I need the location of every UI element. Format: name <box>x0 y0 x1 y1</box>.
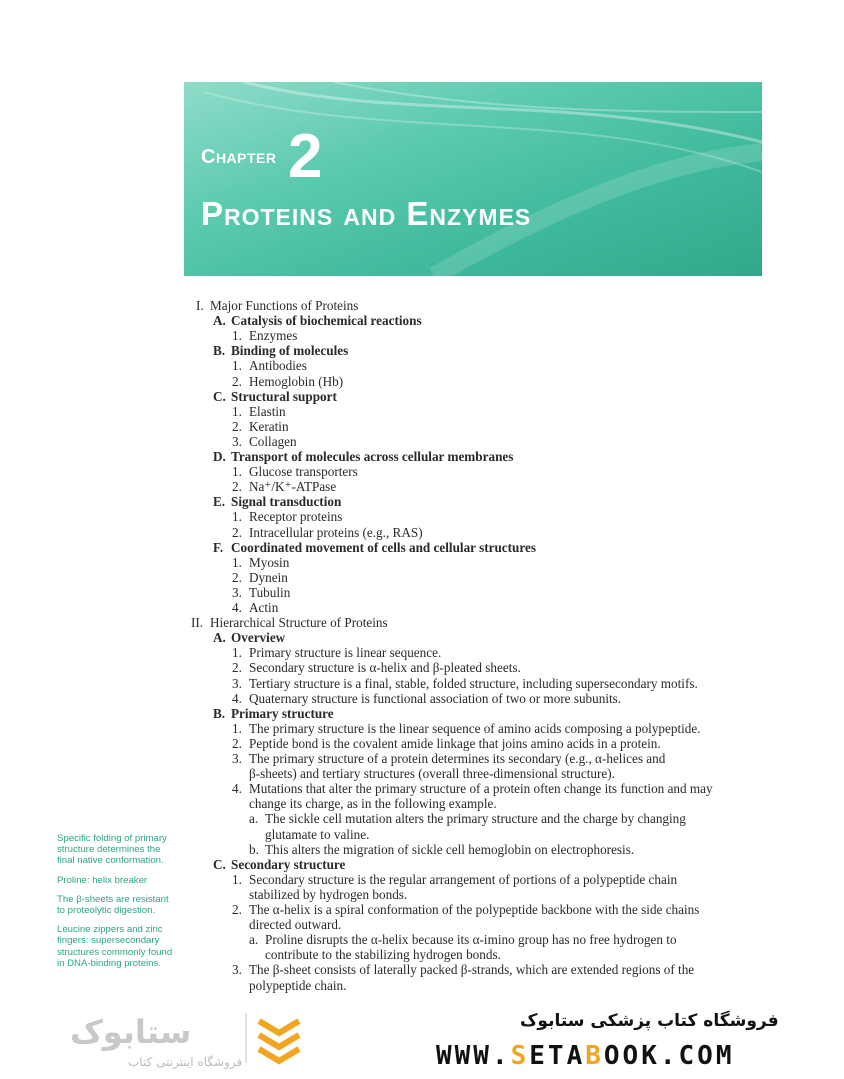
outline-marker: 1. <box>232 328 242 344</box>
outline-text: Secondary structure is α-helix and β-pleated sheets. <box>249 660 521 676</box>
outline-line <box>232 962 694 977</box>
outline-text: The α-helix is a spiral conformation of the polypeptide backbone with the side chains <box>249 902 700 917</box>
outline-text: Hierarchical Structure of Proteins <box>210 615 388 631</box>
outline-text: The sickle cell mutation alters the primary structure and the charge by changing <box>265 811 686 827</box>
outline-line <box>232 419 289 434</box>
outline-line <box>213 389 337 404</box>
outline-line <box>232 328 297 343</box>
outline-text: Secondary structure <box>231 856 346 872</box>
outline-text: Binding of molecules <box>231 343 349 359</box>
outline-line <box>232 404 286 419</box>
outline-text: Structural support <box>231 388 337 404</box>
outline-marker: D. <box>213 449 226 464</box>
outline-marker: 1. <box>232 403 242 419</box>
outline-text: Antibodies <box>249 358 307 374</box>
outline-line <box>213 343 348 358</box>
outline-line <box>232 509 342 524</box>
outline-line <box>232 872 677 887</box>
outline-line <box>213 494 341 509</box>
chapter-banner <box>184 82 762 276</box>
outline-marker: a. <box>249 932 259 948</box>
outline-marker: 1. <box>232 464 242 480</box>
outline-text: Actin <box>249 600 279 615</box>
chapter-number: 2 <box>288 122 323 191</box>
outline-marker: 1. <box>232 720 242 736</box>
outline-line <box>232 570 288 585</box>
outline-line <box>249 978 346 993</box>
outline-text: Proline disrupts the α-helix because its α-imino group has no free hydrogen to <box>265 932 677 948</box>
outline-text: Myosin <box>249 554 290 570</box>
outline-text: Elastin <box>249 403 286 419</box>
outline-line <box>232 691 621 706</box>
outline-text: Signal transduction <box>231 494 342 510</box>
outline-text: Receptor proteins <box>249 509 343 525</box>
outline-text: Primary structure <box>231 705 334 721</box>
outline-text: The β-sheet consists of laterally packed β-strands, which are extended regions of the <box>249 962 695 978</box>
outline-line <box>232 525 423 540</box>
outline-line <box>232 600 278 615</box>
outline-marker: 2. <box>232 735 242 751</box>
logo-tagline: فروشگاه اینترنتی کتاب <box>128 1055 243 1069</box>
outline-line <box>232 645 441 660</box>
outline-line <box>213 540 536 555</box>
margin-note: The β-sheets are resistant to proteolytic digestion. <box>57 893 169 917</box>
outline-line <box>232 464 358 479</box>
outline-marker: 4. <box>232 600 242 615</box>
outline-marker: II. <box>191 615 204 631</box>
outline-line <box>213 313 422 328</box>
margin-note: Proline: helix breaker <box>57 874 148 886</box>
outline-marker: 4. <box>232 781 242 797</box>
outline-text: change its charge, as in the following example. <box>249 796 497 812</box>
shop-name: فروشگاه کتاب پزشکی ستابوک <box>520 1011 779 1031</box>
outline-text: Overview <box>231 630 286 646</box>
margin-note: Leucine zippers and zinc fingers: supersecondary structures commonly found in DNA-binding proteins. <box>57 924 173 969</box>
outline-marker: B. <box>213 705 226 721</box>
outline-marker: 2. <box>232 373 242 389</box>
outline-text: Hemoglobin (Hb) <box>249 373 344 389</box>
outline-marker: 2. <box>232 524 242 540</box>
outline-text: This alters the migration of sickle cell hemoglobin on electrophoresis. <box>265 841 635 857</box>
outline-line <box>232 781 713 796</box>
outline-line <box>232 585 290 600</box>
outline-line <box>265 947 501 962</box>
outline-text: The primary structure of a protein determines its secondary (e.g., α-helices and <box>249 751 666 766</box>
outline-text: Quaternary structure is functional association of two or more subunits. <box>249 690 622 706</box>
outline-text: Collagen <box>249 433 297 449</box>
outline-marker: C. <box>213 856 226 872</box>
outline-text: Na⁺/K⁺-ATPase <box>249 479 337 495</box>
chapter-label: Chapter <box>201 146 277 168</box>
outline-line <box>232 479 336 494</box>
outline-text: Primary structure is linear sequence. <box>249 645 442 661</box>
outline-line <box>191 615 388 630</box>
outline-line <box>232 434 297 449</box>
outline-marker: 1. <box>232 554 242 570</box>
outline-marker: 3. <box>232 433 242 449</box>
outline-line <box>196 298 358 313</box>
banner-swoosh-decoration <box>184 82 762 276</box>
outline-line <box>232 721 701 736</box>
outline-text: Tertiary structure is a final, stable, folded structure, including supersecondary motifs. <box>249 675 698 691</box>
outline-marker: 2. <box>232 660 242 676</box>
outline-text: β-sheets) and tertiary structures (overall three-dimensional structure). <box>249 766 615 782</box>
outline-marker: E. <box>213 494 226 510</box>
outline-text: Peptide bond is the covalent amide linkage that joins amino acids in a protein. <box>249 735 661 751</box>
outline-text: directed outward. <box>249 917 342 933</box>
outline-line <box>249 887 407 902</box>
outline-line <box>249 796 497 811</box>
outline-marker: 2. <box>232 569 242 585</box>
outline-line <box>213 706 334 721</box>
outline-line <box>213 857 345 872</box>
outline-line <box>232 902 699 917</box>
outline-text: Intracellular proteins (e.g., RAS) <box>249 524 423 540</box>
outline-line <box>249 811 686 826</box>
outline-marker: 4. <box>232 690 242 706</box>
outline-marker: 3. <box>232 751 242 766</box>
outline-marker: F. <box>213 539 224 555</box>
outline-marker: 2. <box>232 418 242 434</box>
outline-marker: C. <box>213 388 226 404</box>
margin-notes <box>57 833 177 977</box>
outline-marker: I. <box>196 298 204 313</box>
outline-marker: 2. <box>232 479 242 495</box>
outline-marker: B. <box>213 343 226 359</box>
outline-marker: A. <box>213 630 226 646</box>
outline-line <box>213 449 513 464</box>
outline-line <box>232 751 665 766</box>
outline-line <box>249 932 677 947</box>
outline-marker: 1. <box>232 871 242 887</box>
outline-text: Dynein <box>249 569 288 585</box>
outline-line <box>232 736 661 751</box>
outline-text: glutamate to valine. <box>265 826 370 842</box>
outline-marker: 3. <box>232 962 242 978</box>
outline-text: Major Functions of Proteins <box>210 298 359 313</box>
outline-marker: 1. <box>232 509 242 525</box>
outline-text: Coordinated movement of cells and cellular structures <box>231 539 536 555</box>
chapter-title: Proteins and Enzymes <box>201 195 532 232</box>
outline-text: Enzymes <box>249 328 298 344</box>
outline-line <box>249 917 341 932</box>
outline-line <box>232 660 521 675</box>
logo-wordmark: ستابوک <box>70 1013 192 1051</box>
outline-marker: 2. <box>232 902 242 917</box>
outline-text: Transport of molecules across cellular membranes <box>231 449 514 464</box>
outline-line <box>232 358 307 373</box>
outline-line <box>249 766 615 781</box>
outline-line <box>265 827 369 842</box>
shop-url: WWW.SETABOOK.COM <box>436 1041 735 1071</box>
outline-text: stabilized by hydrogen bonds. <box>249 886 408 902</box>
outline-marker: 3. <box>232 584 242 600</box>
outline-text: Mutations that alter the primary structure of a protein often change its function and may <box>249 781 713 797</box>
outline-text: contribute to the stabilizing hydrogen bonds. <box>265 947 501 963</box>
outline-text: The primary structure is the linear sequence of amino acids composing a polypeptide. <box>249 720 701 736</box>
outline-marker: 3. <box>232 675 242 691</box>
watermark-footer <box>0 993 844 1079</box>
outline-text: Glucose transporters <box>249 464 358 480</box>
logo-divider <box>245 1013 247 1063</box>
margin-note: Specific folding of primary structure determines the final native conformation. <box>57 833 167 867</box>
outline-line <box>232 676 698 691</box>
outline-text: Secondary structure is the regular arrangement of portions of a polypeptide chain <box>249 871 678 887</box>
outline-marker: 1. <box>232 645 242 661</box>
outline-line <box>213 630 285 645</box>
outline-line <box>249 842 634 857</box>
outline-marker: b. <box>249 841 259 857</box>
outline-marker: A. <box>213 313 226 329</box>
chevron-logo-icon <box>255 1015 303 1065</box>
outline-text: Tubulin <box>249 584 291 600</box>
outline-line <box>232 374 343 389</box>
outline-text: polypeptide chain. <box>249 977 347 993</box>
outline-marker: a. <box>249 811 259 827</box>
outline-line <box>232 555 289 570</box>
outline-text: Catalysis of biochemical reactions <box>231 313 422 329</box>
outline-marker: 1. <box>232 358 242 374</box>
outline-text: Keratin <box>249 418 289 434</box>
